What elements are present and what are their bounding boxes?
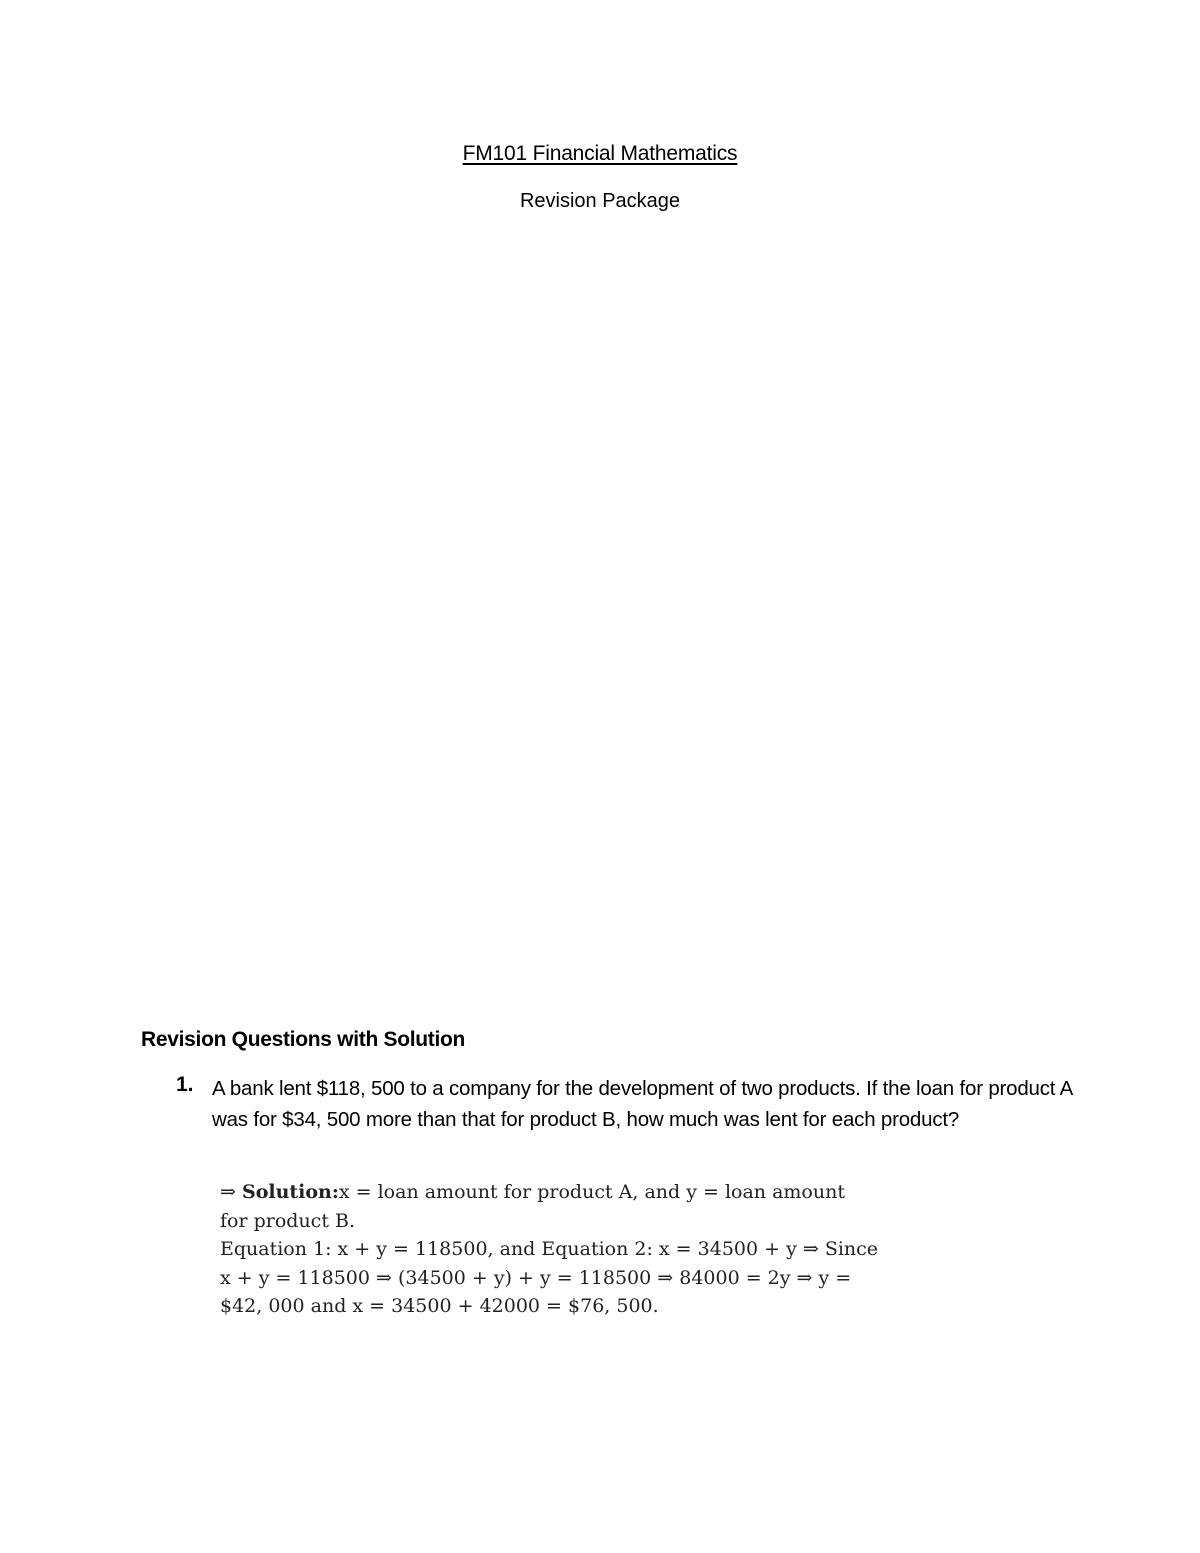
question-text: A bank lent $118, 500 to a company for the development of two products. If the loan for product A was for $34, 500 more than that for product B, how much was lent for each product? — [212, 1077, 1073, 1131]
document-subtitle: Revision Package — [519, 190, 681, 212]
solution-block — [220, 1178, 880, 1321]
solution-text: x = loan amount for product A, and y = loan amount — [338, 1181, 845, 1203]
section-heading: Revision Questions with Solution — [141, 1028, 466, 1051]
implies-arrow-icon: ⇒ — [220, 1181, 236, 1203]
solution-line — [220, 1178, 880, 1207]
question-number: 1. — [176, 1073, 194, 1096]
solution-line: $42, 000 and x = 34500 + 42000 = $76, 500. — [220, 1295, 659, 1317]
solution-line: Equation 1: x + y = 118500, and Equation 2: x = 34500 + y ⇒ Since — [220, 1238, 879, 1260]
document-title: FM101 Financial Mathematics — [462, 142, 738, 165]
solution-line: x + y = 118500 ⇒ (34500 + y) + y = 118500 ⇒ 84000 = 2y ⇒ y = — [220, 1266, 852, 1289]
solution-line: for product B. — [220, 1209, 355, 1232]
solution-label: Solution: — [241, 1181, 339, 1203]
